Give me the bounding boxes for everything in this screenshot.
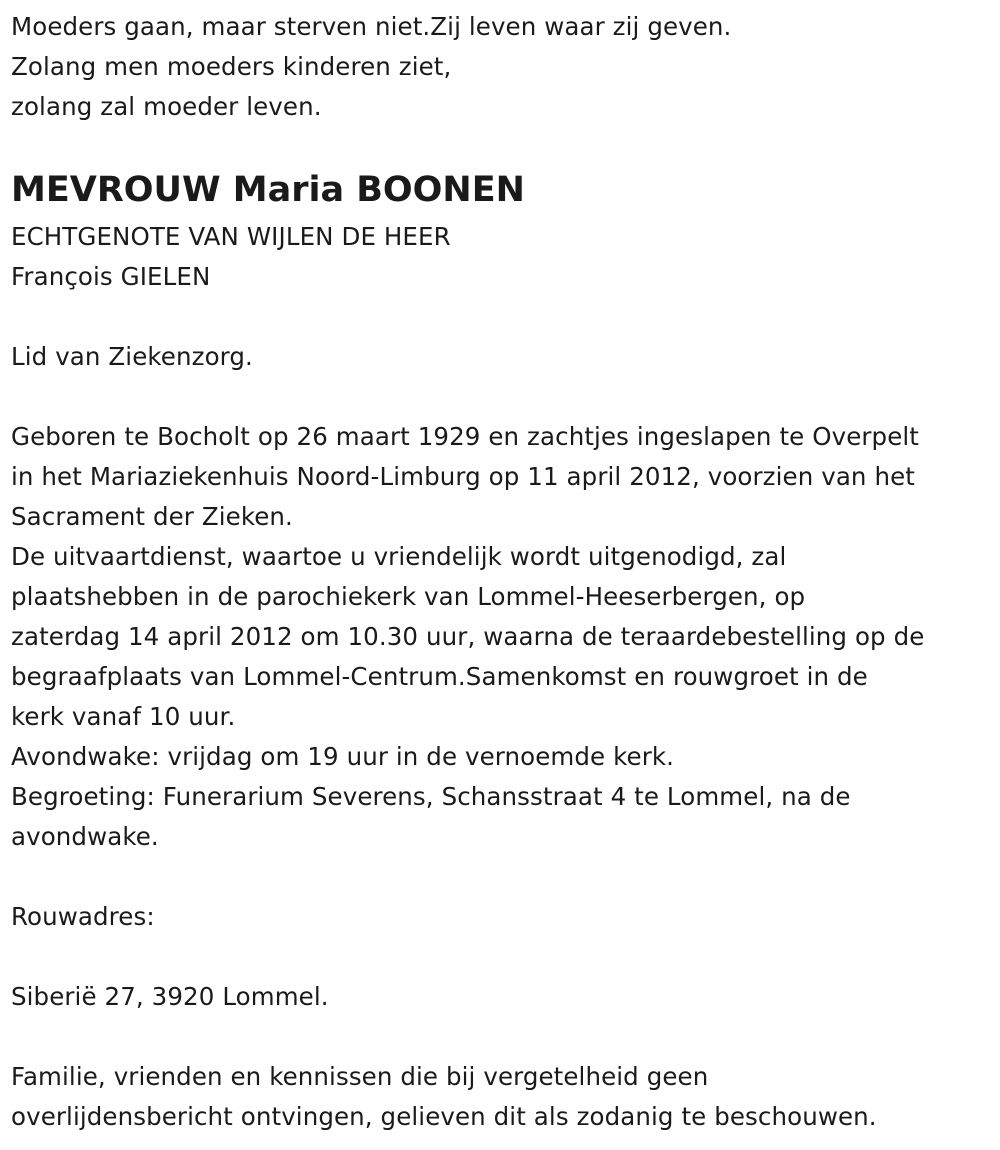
closing-line: Familie, vrienden en kennissen die bij vergetelheid geen: [11, 1062, 709, 1091]
address: Siberië 27, 3920 Lommel.: [11, 982, 329, 1011]
poem-line: Zolang men moeders kinderen ziet,: [11, 52, 452, 81]
spouse-name: François GIELEN: [11, 262, 211, 291]
closing-note: [11, 1057, 991, 1137]
details-line: in het Mariaziekenhuis Noord-Limburg op 11 april 2012, voorzien van het: [11, 462, 915, 491]
details-line: De uitvaartdienst, waartoe u vriendelijk wordt uitgenodigd, zal: [11, 542, 787, 571]
details-line: kerk vanaf 10 uur.: [11, 702, 236, 731]
details-line: zaterdag 14 april 2012 om 10.30 uur, waarna de teraardebestelling op de: [11, 622, 925, 651]
membership-line: Lid van Ziekenzorg.: [11, 342, 253, 371]
spacer: [11, 297, 991, 337]
details-line: begraafplaats van Lommel-Centrum.Samenkomst en rouwgroet in de: [11, 662, 868, 691]
details-line: Begroeting: Funerarium Severens, Schansstraat 4 te Lommel, na de: [11, 782, 851, 811]
poem: [11, 7, 991, 127]
address-label: Rouwadres:: [11, 902, 155, 931]
details-line: avondwake.: [11, 822, 159, 851]
details-line: plaatshebben in de parochiekerk van Lommel-Heeserbergen, op: [11, 582, 806, 611]
poem-line: Moeders gaan, maar sterven niet.Zij leven waar zij geven.: [11, 12, 732, 41]
spacer: [11, 937, 991, 977]
details-line: Sacrament der Zieken.: [11, 502, 293, 531]
poem-line: zolang zal moeder leven.: [11, 92, 322, 121]
relation-line: ECHTGENOTE VAN WIJLEN DE HEER: [11, 222, 451, 251]
obituary-document: [11, 7, 991, 1137]
spacer: [11, 1017, 991, 1057]
spacer: [11, 857, 991, 897]
deceased-name: MEVROUW Maria BOONEN: [11, 170, 525, 210]
details-line: Geboren te Bocholt op 26 maart 1929 en zachtjes ingeslapen te Overpelt: [11, 422, 919, 451]
funeral-details: [11, 417, 991, 857]
details-line: Avondwake: vrijdag om 19 uur in de vernoemde kerk.: [11, 742, 675, 771]
closing-line: overlijdensbericht ontvingen, gelieven dit als zodanig te beschouwen.: [11, 1102, 877, 1131]
spacer: [11, 377, 991, 417]
